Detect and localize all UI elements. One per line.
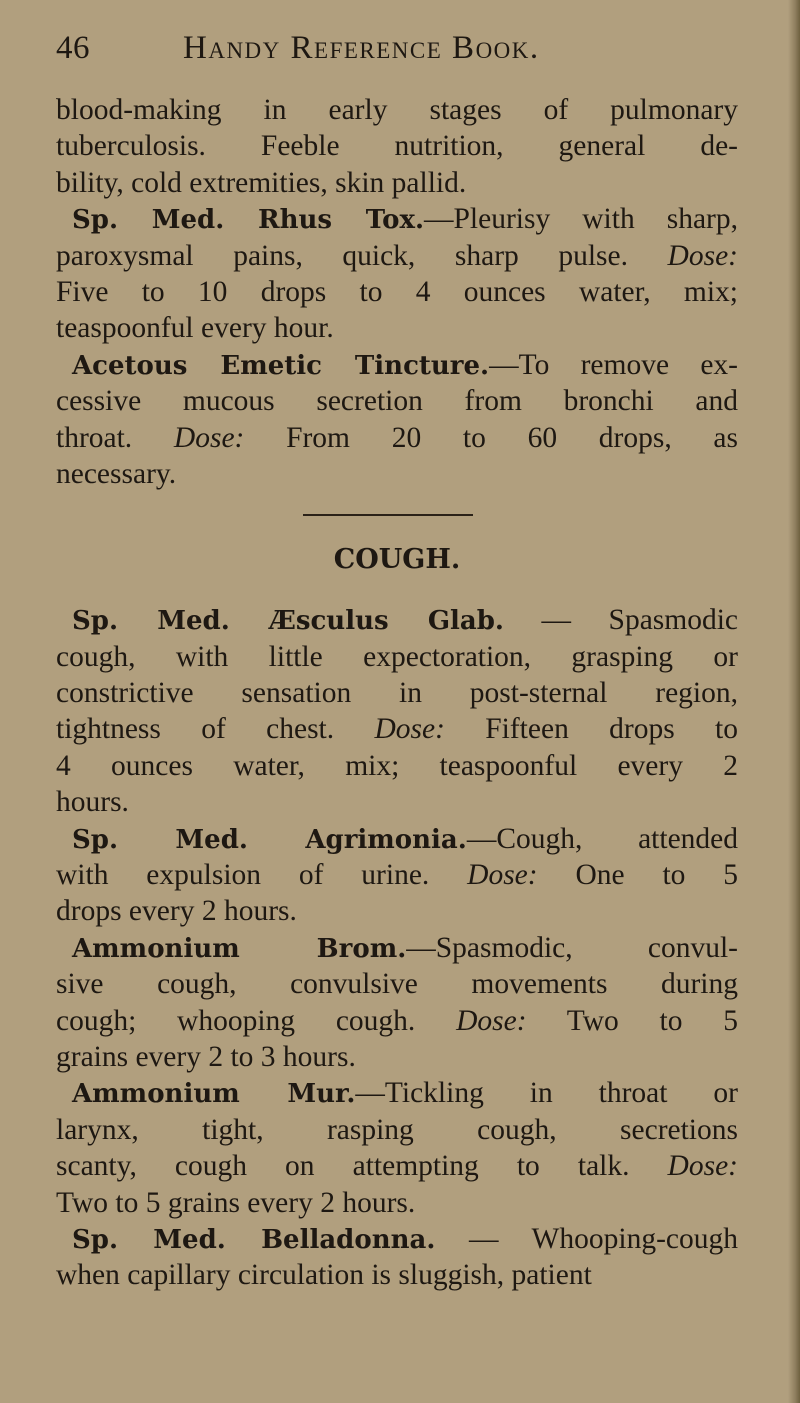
- text-line: [56, 347, 738, 383]
- text-line: [56, 165, 738, 201]
- paragraph: [56, 92, 738, 201]
- text-line: [56, 238, 738, 274]
- text-line: [56, 92, 738, 128]
- page-body: [56, 92, 738, 1294]
- line-text: — Spasmodic: [504, 604, 739, 637]
- line-text: 4 ounces water, mix; teaspoonful every 2: [56, 749, 738, 782]
- text-line: [56, 1003, 738, 1039]
- line-text: bility, cold extremities, skin pallid.: [56, 166, 467, 199]
- remedy-name: Sp. Med. Agrimonia.: [72, 824, 467, 855]
- paragraph: [56, 930, 738, 1076]
- line-text: paroxysmal pains, quick, sharp pulse.: [56, 239, 668, 272]
- remedy-name: Ammonium Mur.: [72, 1079, 356, 1110]
- remedy-name: Sp. Med. Rhus Tox.: [72, 205, 425, 236]
- text-line: [56, 675, 738, 711]
- dose-label: Dose:: [173, 421, 245, 454]
- running-header: [56, 30, 746, 80]
- line-text: cough; whooping cough.: [56, 1004, 457, 1037]
- text-line: [56, 784, 738, 820]
- text-line: [56, 456, 738, 492]
- section-heading: COUGH.: [333, 544, 461, 576]
- paragraph: [56, 347, 738, 493]
- paragraph: [56, 821, 738, 930]
- text-line: [56, 1148, 738, 1184]
- text-line: [56, 310, 738, 346]
- text-line: [56, 930, 738, 966]
- line-text: From 20 to 60 drops, as: [244, 421, 739, 454]
- text-line: [56, 1039, 738, 1075]
- text-line: [56, 1257, 738, 1293]
- remedy-name: Sp. Med. Belladonna.: [72, 1224, 436, 1255]
- line-text: with expulsion of urine.: [56, 859, 468, 892]
- text-line: [56, 1075, 738, 1111]
- page-number: 46: [56, 30, 90, 66]
- paragraph: [56, 1075, 738, 1221]
- text-line: [56, 1185, 738, 1221]
- text-line: [56, 639, 738, 675]
- line-text: sive cough, convulsive movements during: [56, 968, 738, 1001]
- line-text: —Spasmodic, convul-: [406, 931, 738, 964]
- text-line: [56, 857, 738, 893]
- remedy-name: Sp. Med. Æsculus Glab.: [72, 606, 504, 637]
- text-line: [56, 893, 738, 929]
- line-text: necessary.: [56, 457, 177, 490]
- line-text: constrictive sensation in post-sternal region,: [56, 677, 738, 710]
- dose-label: Dose:: [667, 1150, 738, 1183]
- line-text: Two to 5: [526, 1004, 738, 1037]
- line-text: —Cough, attended: [466, 822, 738, 855]
- text-line: [56, 748, 738, 784]
- remedy-name: Acetous Emetic Tincture.: [72, 350, 490, 381]
- paragraph: [56, 602, 738, 820]
- dose-label: Dose:: [374, 713, 445, 746]
- section-divider: [303, 514, 473, 516]
- line-text: larynx, tight, rasping cough, secretions: [56, 1113, 738, 1146]
- line-text: drops every 2 hours.: [56, 895, 297, 928]
- line-text: tuberculosis. Feeble nutrition, general de-: [56, 130, 738, 163]
- line-text: hours.: [56, 786, 129, 819]
- dose-label: Dose:: [667, 239, 738, 272]
- line-text: teaspoonful every hour.: [56, 312, 334, 345]
- paragraph: [56, 1221, 738, 1294]
- text-line: [56, 274, 738, 310]
- text-line: [56, 821, 738, 857]
- text-line: [56, 966, 738, 1002]
- line-text: cough, with little expectoration, grasping or: [56, 640, 738, 673]
- line-text: throat.: [56, 421, 174, 454]
- text-line: [56, 420, 738, 456]
- book-title: Handy Reference Book.: [183, 30, 540, 66]
- dose-label: Dose:: [456, 1004, 527, 1037]
- line-text: tightness of chest.: [56, 713, 375, 746]
- line-text: —Tickling in throat or: [355, 1077, 738, 1110]
- text-line: [56, 383, 738, 419]
- page-edge: [788, 0, 800, 1403]
- line-text: — Whooping-cough: [435, 1222, 738, 1255]
- text-line: [56, 201, 738, 237]
- text-line: [56, 711, 738, 747]
- line-text: blood-making in early stages of pulmonary: [56, 94, 738, 126]
- line-text: One to 5: [537, 859, 738, 892]
- line-text: scanty, cough on attempting to talk.: [56, 1150, 668, 1183]
- line-text: Five to 10 drops to 4 ounces water, mix;: [56, 275, 738, 308]
- line-text: —To remove ex-: [489, 348, 738, 381]
- text-line: [56, 128, 738, 164]
- line-text: when capillary circulation is sluggish, patient: [56, 1259, 592, 1292]
- text-line: [56, 1221, 738, 1257]
- line-text: grains every 2 to 3 hours.: [56, 1040, 356, 1073]
- line-text: Two to 5 grains every 2 hours.: [56, 1186, 416, 1219]
- line-text: Fifteen drops to: [444, 713, 738, 746]
- paragraph: [56, 201, 738, 347]
- line-text: —Pleurisy with sharp,: [424, 203, 738, 236]
- dose-label: Dose:: [467, 859, 538, 892]
- text-line: [56, 602, 738, 638]
- text-line: [56, 1112, 738, 1148]
- remedy-name: Ammonium Brom.: [72, 933, 407, 964]
- line-text: cessive mucous secretion from bronchi and: [56, 385, 738, 418]
